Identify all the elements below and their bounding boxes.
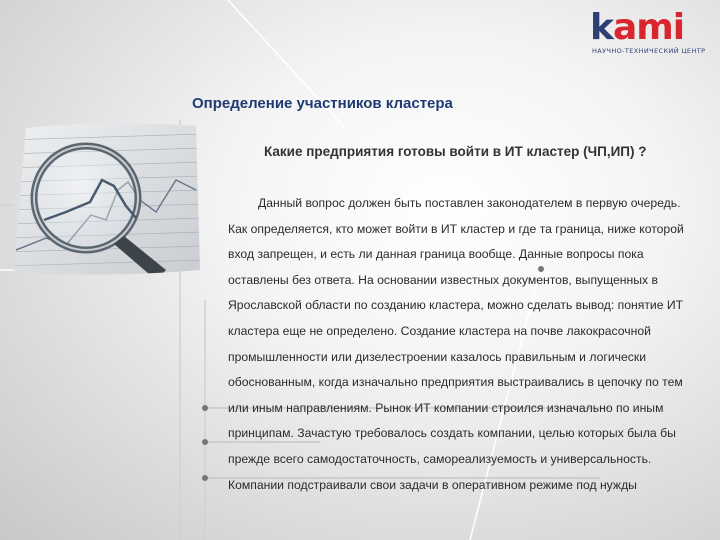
logo-wordmark bbox=[590, 8, 684, 48]
kami-logo bbox=[590, 8, 712, 56]
body-paragraph: Данный вопрос должен быть поставлен законодателем в первую очередь. Как определяется, кто может войти в ИТ кластер и где та граница, ниже которой вход запрещен, и есть ли данная граница вообще. Данные вопросы пока оставлены без ответа. На основании известных документов, выпущенных в Ярославской области по созданию кластера, можно сделать вывод: понятие ИТ кластера еще не определено. Создание кластера на почве лакокрасочной промышленности или дизелестроении казалось правильным и логически обоснованным, когда изначально предприятия выстраивались в цепочку по тем или иным направлениям. Рынок ИТ компании строился изначально по иным принципам. Зачастую требовалось создать компании, целью которых была бы прежде всего самодостаточность, самореализуемость и универсальность. Компании подстраивали свои задачи в оперативном режиме под нужды bbox=[228, 196, 684, 492]
question-text: Какие предприятия готовы войти в ИТ кластер (ЧП,ИП) ? bbox=[264, 144, 647, 159]
bullet-dot-1 bbox=[538, 266, 544, 272]
slide-title: Определение участников кластера bbox=[192, 95, 453, 112]
logo-letter-k: k bbox=[590, 7, 613, 48]
magnifier-photo bbox=[6, 120, 202, 280]
logo-letters-ami: ami bbox=[612, 7, 685, 48]
logo-subtitle: НАУЧНО-ТЕХНИЧЕСКИЙ ЦЕНТР bbox=[592, 47, 706, 55]
bullet-dot-4 bbox=[202, 475, 208, 481]
bullet-dot-3 bbox=[202, 439, 208, 445]
bullet-dot-2 bbox=[202, 405, 208, 411]
